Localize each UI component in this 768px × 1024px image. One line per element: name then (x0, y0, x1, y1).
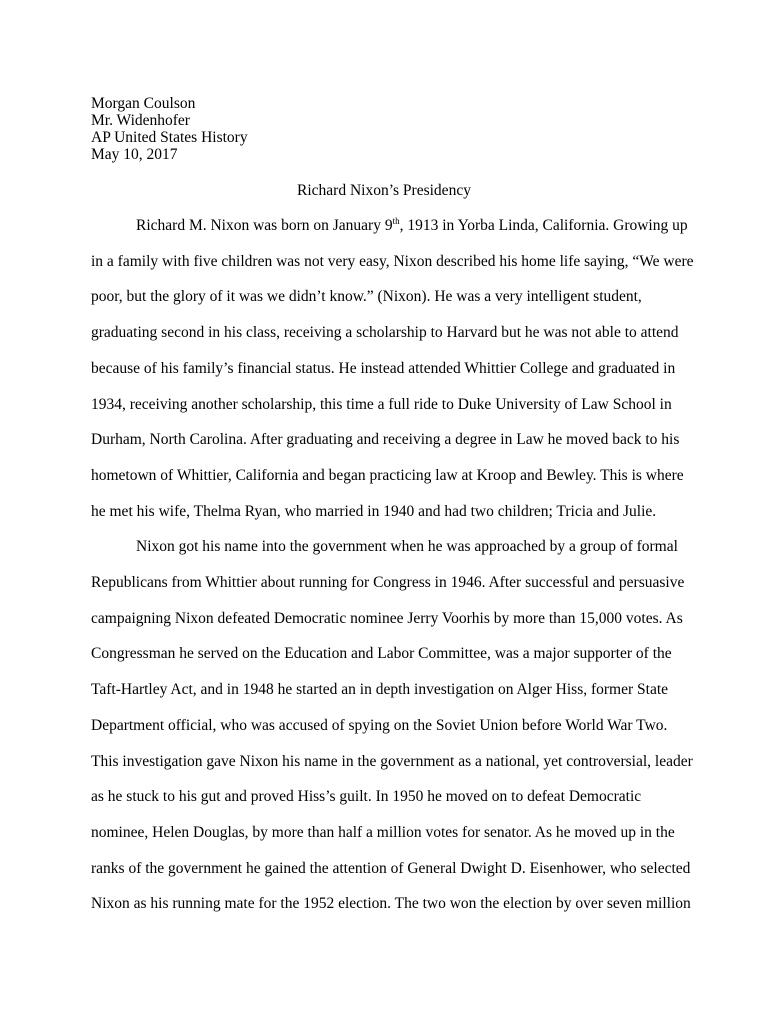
paragraph-1-line-3: poor, but the glory of it was we didn’t know.” (Nixon). He was a very intelligent student, (91, 288, 642, 305)
paragraph-1-line-1 (136, 217, 688, 235)
paragraph-2-line-2: Republicans from Whittier about running for Congress in 1946. After successful and persuasive (91, 574, 685, 591)
paragraph-1-line-8: hometown of Whittier, California and began practicing law at Kroop and Bewley. This is where (91, 467, 684, 484)
ordinal-superscript: th (392, 216, 400, 226)
paragraph-1-line-9: he met his wife, Thelma Ryan, who married in 1940 and had two children; Tricia and Julie. (91, 503, 657, 520)
text-segment: Richard M. Nixon was born on January 9 (136, 217, 393, 234)
paragraph-1-line-4: graduating second in his class, receiving a scholarship to Harvard but he was not able to attend (91, 324, 679, 341)
paragraph-2-line-9: nominee, Helen Douglas, by more than half a million votes for senator. As he moved up in the (91, 824, 675, 841)
paragraph-2-line-8: as he stuck to his gut and proved Hiss’s guilt. In 1950 he moved on to defeat Democratic (91, 788, 642, 805)
course-name: AP United States History (91, 129, 248, 146)
paragraph-2-line-10: ranks of the government he gained the attention of General Dwight D. Eisenhower, who selected (91, 860, 691, 877)
paragraph-1-line-2: in a family with five children was not very easy, Nixon described his home life saying, “We were (91, 253, 694, 270)
student-name: Morgan Coulson (91, 95, 196, 112)
paragraph-2-line-7: This investigation gave Nixon his name in the government as a national, yet controversial, leader (91, 753, 693, 770)
paragraph-1-line-5: because of his family’s financial status. He instead attended Whittier College and graduated in (91, 360, 676, 377)
paragraph-2-line-4: Congressman he served on the Education and Labor Committee, was a major supporter of the (91, 645, 672, 662)
teacher-name: Mr. Widenhofer (91, 112, 190, 129)
paragraph-2-line-6: Department official, who was accused of spying on the Soviet Union before World War Two. (91, 717, 668, 734)
paragraph-2-line-11: Nixon as his running mate for the 1952 election. The two won the election by over seven million (91, 895, 691, 912)
paragraph-2-line-1: Nixon got his name into the government when he was approached by a group of formal (136, 538, 678, 555)
document-title: Richard Nixon’s Presidency (297, 182, 471, 199)
paragraph-1-line-7: Durham, North Carolina. After graduating and receiving a degree in Law he moved back to his (91, 431, 680, 448)
text-segment: , 1913 in Yorba Linda, California. Growing up (399, 217, 688, 234)
document-date: May 10, 2017 (91, 146, 178, 163)
paragraph-2-line-5: Taft-Hartley Act, and in 1948 he started an in depth investigation on Alger Hiss, former State (91, 681, 669, 698)
paragraph-2-line-3: campaigning Nixon defeated Democratic nominee Jerry Voorhis by more than 15,000 votes. As (91, 610, 683, 627)
paragraph-1-line-6: 1934, receiving another scholarship, this time a full ride to Duke University of Law School in (91, 396, 672, 413)
